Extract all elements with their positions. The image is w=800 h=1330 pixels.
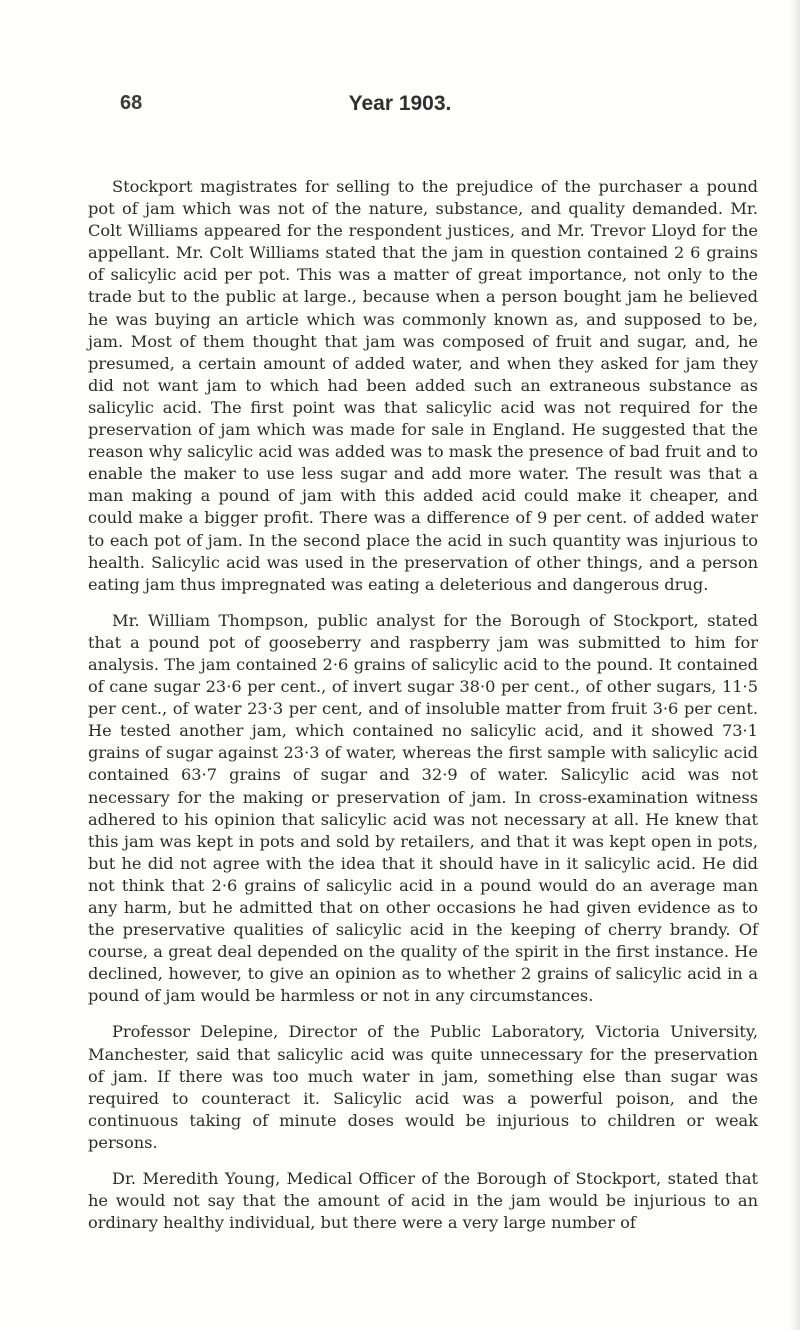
paragraph-jam-case: Stockport magistrates for selling to the prejudice of the purchaser a pound pot of jam which was not of the nature, substance, and quality demanded. Mr. Colt Williams appeared for the respondent justices, and Mr. Trevor Lloyd for the appellant. Mr. Colt Williams stated that the jam in question contained 2 6 grains of salicylic acid per pot. This was a matter of great importance, not only to the trade but to the public at large., because when a person bought jam he believed he was buying an article which was commonly known as, and supposed to be, jam. Most of them thought that jam was composed of fruit and sugar, and, he presumed, a certain amount of added water, and when they asked for jam they did not want jam to which had been added such an extraneous substance as salicylic acid. The first point was that salicylic acid was not required for the preservation of jam which was made for sale in England. He suggested that the reason why salicylic acid was added was to mask the presence of bad fruit and to enable the maker to use less sugar and add more water. The result was that a man making a pound of jam with this added acid could make it cheaper, and could make a bigger profit. There was a difference of 9 per cent. of added water to each pot of jam. In the second place the acid in such quantity was injurious to health. Salicylic acid was used in the preservation of other things, and a person eating jam thus impregnated was eating a deleterious and dangerous drug. (88, 177, 758, 594)
paragraph-thompson-analysis: Mr. William Thompson, public analyst for the Borough of Stockport, stated that a pound pot of gooseberry and raspberry jam was submitted to him for analysis. The jam contained 2·6 grains of salicylic acid to the pound. It contained of cane sugar 23·6 per cent., of invert sugar 38·0 per cent., of other sugars, 11·5 per cent., of water 23·3 per cent, and of insoluble matter from fruit 3·6 per cent. He tested another jam, which contained no salicylic acid, and it showed 73·1 grains of sugar against 23·3 of water, whereas the first sample with salicylic acid contained 63·7 grains of sugar and 32·9 of water. Salicylic acid was not necessary for the making or preservation of jam. In cross-examination witness adhered to his opinion that salicylic acid was not necessary at all. He knew that this jam was kept in pots and sold by retailers, and that it was kept open in pots, but he did not agree with the idea that it should have in it salicylic acid. He did not think that 2·6 grains of salicylic acid in a pound would do an average man any harm, but he admitted that on other occasions he had given evidence as to the preservative qualities of salicylic acid in the keeping of cherry brandy. Of course, a great deal depended on the quality of the spirit in the first instance. He declined, however, to give an opinion as to whether 2 grains of salicylic acid in a pound of jam would be harmless or not in any circumstances. (88, 610, 758, 1006)
paragraph-meredith-young: Dr. Meredith Young, Medical Officer of the Borough of Stockport, stated that he would not say that the amount of acid in the jam would be injurious to an ordinary healthy individual, but there were a very large number of (88, 1169, 758, 1233)
body-text (88, 176, 758, 1248)
running-title: Year 1903. (348, 92, 452, 115)
page-edge-shadow (790, 0, 800, 1330)
page-header (0, 92, 800, 124)
page-number: 68 (120, 92, 143, 114)
paragraph-delepine-opinion: Professor Delepine, Director of the Public Laboratory, Victoria University, Manchester, said that salicylic acid was quite unnecessary for the preservation of jam. If there was too much water in jam, something else than sugar was required to counteract it. Salicylic acid was a powerful poison, and the continuous taking of minute doses would be injurious to children or weak persons. (88, 1022, 758, 1152)
